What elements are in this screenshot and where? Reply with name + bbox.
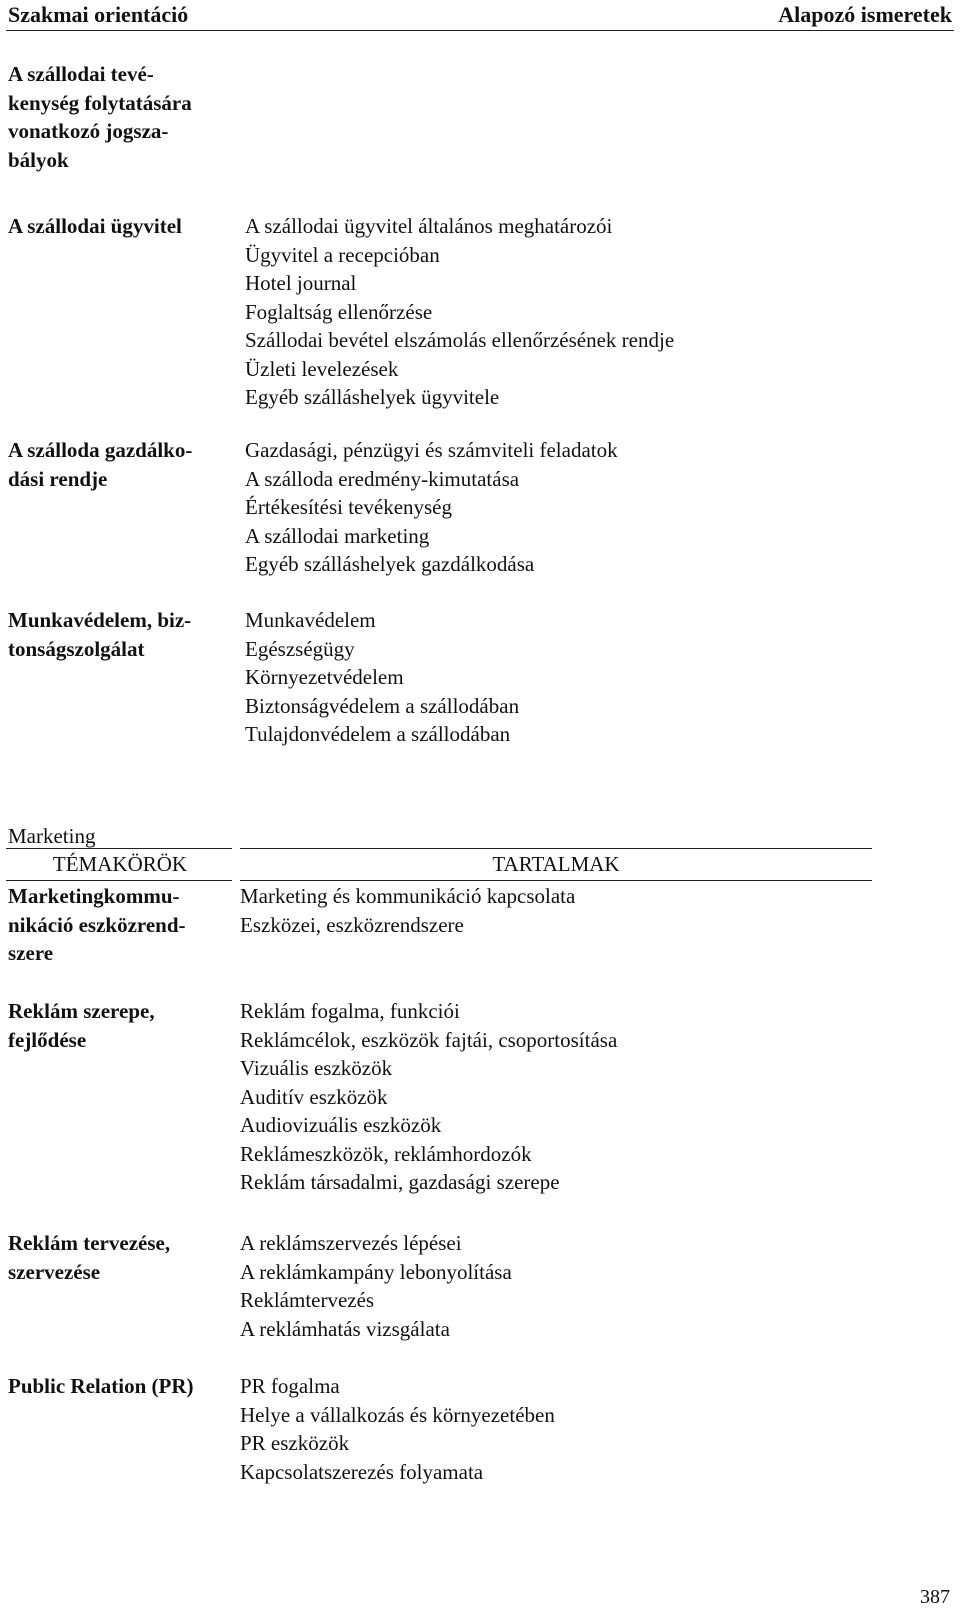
content-item: Reklámtervezés: [240, 1288, 375, 1312]
topic-szallodai-ugyvitel: A szállodai ügyvitel: [8, 214, 182, 238]
content-item: Egyéb szálláshelyek gazdálkodása: [245, 552, 535, 576]
content-reklam-szerepe: [240, 997, 617, 1197]
content-item: Auditív eszközök: [240, 1084, 388, 1109]
column-header-contents: TARTALMAK: [492, 852, 620, 876]
content-item: Egyéb szálláshelyek ügyvitele: [245, 385, 500, 409]
header-rule-right-bottom: [240, 880, 872, 881]
header-rule-left: [6, 848, 232, 849]
content-item: A reklámszervezés lépései: [240, 1231, 462, 1255]
header-rule-left-bottom: [6, 880, 232, 881]
content-item: Vizuális eszközök: [240, 1056, 393, 1080]
content-item: Ügyvitel a recepcióban: [245, 242, 440, 267]
content-item: Audiovizuális eszközök: [240, 1113, 442, 1137]
content-marketingkommunikacio: [240, 882, 575, 939]
content-item: Értékesítési tevékenység: [245, 495, 453, 519]
content-item: A reklámhatás vizsgálata: [240, 1316, 450, 1341]
page-header: [6, 0, 954, 31]
page-number: 387: [920, 1586, 950, 1608]
topic-munkavedelem: Munkavédelem, biz- tonságszolgálat: [8, 608, 192, 661]
content-item: Biztonságvédelem a szállodában: [245, 693, 520, 718]
header-rule-right: [240, 848, 872, 849]
content-item: A szállodai marketing: [245, 523, 430, 548]
content-gazdalkodasi-rendje: [245, 436, 618, 579]
content-item: Környezetvédelem: [245, 665, 404, 689]
header-left-title: Szakmai orientáció: [8, 2, 189, 27]
topic-reklam-szerepe: Reklám szerepe, fejlődése: [8, 999, 155, 1052]
topic-public-relation: Public Relation (PR): [8, 1374, 194, 1398]
content-item: Reklám fogalma, funkciói: [240, 999, 460, 1023]
content-item: Hotel journal: [245, 271, 357, 295]
topic-marketingkommunikacio: Marketingkommu- nikáció eszközrend- szere: [8, 884, 186, 965]
header-right-title: Alapozó ismeretek: [778, 2, 952, 27]
content-item: Marketing és kommunikáció kapcsolata: [240, 884, 576, 908]
content-item: A reklámkampány lebonyolítása: [240, 1259, 512, 1284]
content-item: Munkavédelem: [245, 608, 376, 632]
content-item: A szálloda eredmény-kimutatása: [245, 466, 520, 491]
column-header-topics: TÉMAKÖRÖK: [52, 852, 188, 876]
content-item: PR eszközök: [240, 1431, 350, 1455]
content-item: Szállodai bevétel elszámolás ellenőrzésének rendje: [245, 328, 675, 352]
content-item: Kapcsolatszerezés folyamata: [240, 1459, 484, 1484]
content-item: Tulajdonvédelem a szállodában: [245, 722, 511, 746]
content-item: PR fogalma: [240, 1374, 340, 1398]
content-item: Reklámcélok, eszközök fajtái, csoportosítása: [240, 1027, 618, 1052]
content-item: Reklám társadalmi, gazdasági szerepe: [240, 1170, 560, 1194]
content-item: Foglaltság ellenőrzése: [245, 299, 433, 324]
section-title: Marketing: [8, 824, 96, 848]
content-item: Gazdasági, pénzügyi és számviteli feladatok: [245, 438, 618, 462]
content-reklam-tervezese: [240, 1229, 512, 1343]
content-item: A szállodai ügyvitel általános meghatározói: [245, 214, 613, 238]
content-munkavedelem: [245, 606, 519, 749]
content-public-relation: [240, 1372, 555, 1486]
content-item: Eszközei, eszközrendszere: [240, 912, 464, 937]
topic-reklam-tervezese: Reklám tervezése, szervezése: [8, 1231, 171, 1284]
content-szallodai-ugyvitel: [245, 212, 674, 412]
topic-jogszabalyok: A szállodai tevé- kenység folytatására vonatkozó jogsza- bályok: [8, 62, 192, 172]
content-item: Egészségügy: [245, 636, 355, 661]
content-item: Reklámeszközök, reklámhordozók: [240, 1141, 532, 1166]
topic-gazdalkodasi-rendje: A szálloda gazdálko- dási rendje: [8, 438, 193, 491]
content-item: Üzleti levelezések: [245, 356, 399, 381]
content-item: Helye a vállalkozás és környezetében: [240, 1402, 555, 1427]
